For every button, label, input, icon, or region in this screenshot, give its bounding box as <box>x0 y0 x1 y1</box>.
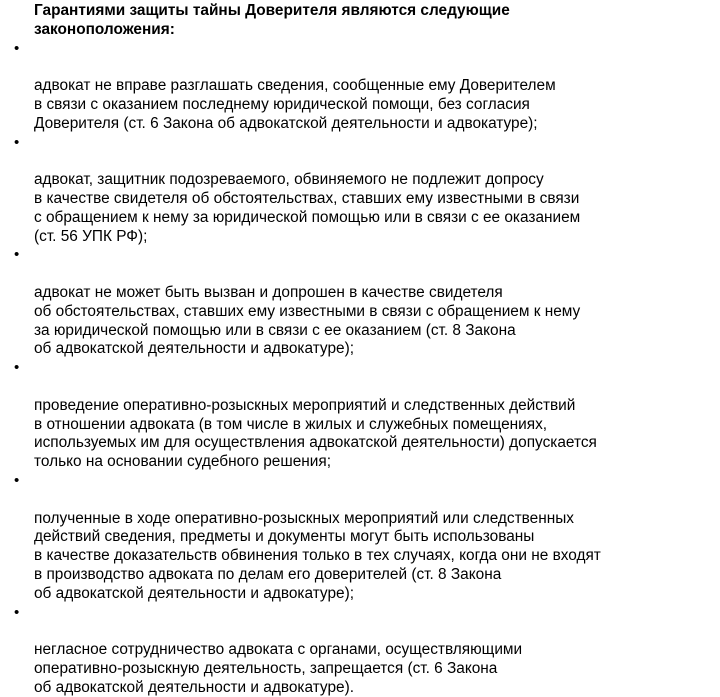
bullet-icon: • <box>14 246 26 265</box>
list-item <box>14 604 716 697</box>
list-item-text: полученные в ходе оперативно-розыскных мероприятий или следственных действий сведения, предметы и документы могут быть использованы в качестве доказательств обвинения только в тех случаях, когда они не входят в производство адвоката по делам его доверителей (ст. 8 Закона об адвокатской деятельности и адвокатуре); <box>34 510 601 602</box>
bullet-icon: • <box>14 40 26 59</box>
list-item-text: негласное сотрудничество адвоката с органами, осуществляющими оперативно-розыскную деятельность, запрещается (ст. 6 Закона об адвокатской деятельности и адвокатуре). <box>34 641 522 696</box>
list-item <box>14 134 716 247</box>
list-item <box>14 246 716 359</box>
bullet-list <box>14 40 716 697</box>
list-item-text: адвокат, защитник подозреваемого, обвиняемого не подлежит допросу в качестве свидетеля об обстоятельствах, ставших ему известными в связи с обращением к нему за юридической помощью или в связи с ее оказанием (ст. 56 УПК РФ); <box>34 171 580 244</box>
bullet-icon: • <box>14 604 26 623</box>
list-item <box>14 472 716 604</box>
list-item-text: проведение оперативно-розыскных мероприятий и следственных действий в отношении адвоката (в том числе в жилых и служебных помещениях, используемых им для осуществления адвокатской деятельности) допускается только на основании судебного решения; <box>34 397 597 470</box>
bullet-icon: • <box>14 134 26 153</box>
bullet-icon: • <box>14 359 26 378</box>
list-item-text: адвокат не вправе разглашать сведения, сообщенные ему Доверителем в связи с оказанием последнему юридической помощи, без согласия Доверителя (ст. 6 Закона об адвокатской деятельности и адвокатуре); <box>34 77 556 132</box>
slide-heading: Гарантиями защиты тайны Доверителя являются следующие законоположения: <box>34 2 716 40</box>
slide-content <box>14 2 716 697</box>
list-item <box>14 359 716 472</box>
list-item-text: адвокат не может быть вызван и допрошен в качестве свидетеля об обстоятельствах, ставших ему известными в связи с обращением к нему за юридической помощью или в связи с ее оказанием (ст. 8 Закона об адвокатской деятельности и адвокатуре); <box>34 284 580 357</box>
list-item <box>14 40 716 134</box>
bullet-icon: • <box>14 472 26 491</box>
